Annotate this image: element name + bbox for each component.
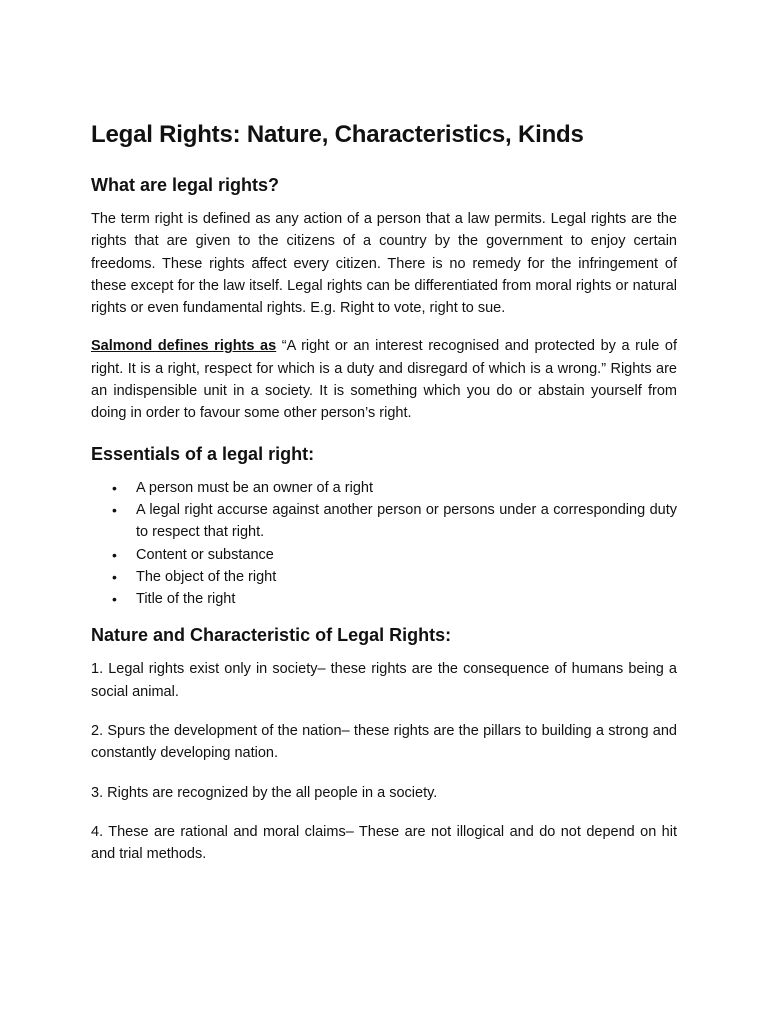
characteristic-point: 2. Spurs the development of the nation– these rights are the pillars to building a strong and constantly developing nation. [91, 723, 677, 762]
list-item-text: Content or substance [136, 546, 274, 563]
section-heading-nature-characteristics: Nature and Characteristic of Legal Rights: [91, 625, 452, 646]
essentials-list [91, 477, 677, 611]
characteristics-list [91, 658, 677, 865]
salmond-paragraph [91, 335, 677, 424]
list-item [112, 566, 677, 588]
characteristic-point: 4. These are rational and moral claims– These are not illogical and do not depend on hit and trial methods. [91, 823, 677, 863]
document-page [91, 118, 677, 883]
document-title: Legal Rights: Nature, Characteristics, Kinds [91, 121, 584, 148]
bullet-icon: • [112, 591, 117, 608]
salmond-quote: “A right or an interest recognised and protected by a rule of right. It is a right, respect for which is a duty and disregard of which is a wrong.” Rights are an indispensible unit in a society. It is something which you do or abstain yourself from doing in order to favour some other person’s right. [91, 338, 677, 422]
bullet-icon: • [112, 479, 117, 496]
list-item [112, 544, 677, 566]
section-heading-what-are-legal-rights: What are legal rights? [91, 175, 280, 195]
bullet-icon: • [112, 568, 117, 585]
list-item-text: A person must be an owner of a right [136, 479, 373, 496]
definition-paragraph: The term right is defined as any action of a person that a law permits. Legal rights are the rights that are given to the citizens of a country by the government to enjoy certain freedoms. These rights affect every citizen. There is no remedy for the infringement of these except for the law itself. Legal rights can be differentiated from moral rights or natural rights or even fundamental rights. E.g. Right to vote, right to sue. [91, 211, 677, 317]
bullet-icon: • [112, 501, 117, 518]
characteristic-point: 1. Legal rights exist only in society– these rights are the consequence of humans being a social animal. [91, 661, 677, 700]
list-item-text: Title of the right [136, 591, 236, 608]
list-item-text: The object of the right [136, 568, 277, 585]
list-item [112, 588, 677, 610]
list-item [112, 499, 677, 544]
list-item [112, 477, 677, 499]
list-item-text: A legal right accurse against another person or persons under a corresponding duty to respect that right. [136, 501, 677, 541]
section-heading-essentials: Essentials of a legal right: [91, 443, 315, 464]
salmond-lead: Salmond defines rights as [91, 338, 277, 355]
bullet-icon: • [112, 546, 117, 563]
characteristic-point: 3. Rights are recognized by the all people in a society. [91, 784, 438, 801]
